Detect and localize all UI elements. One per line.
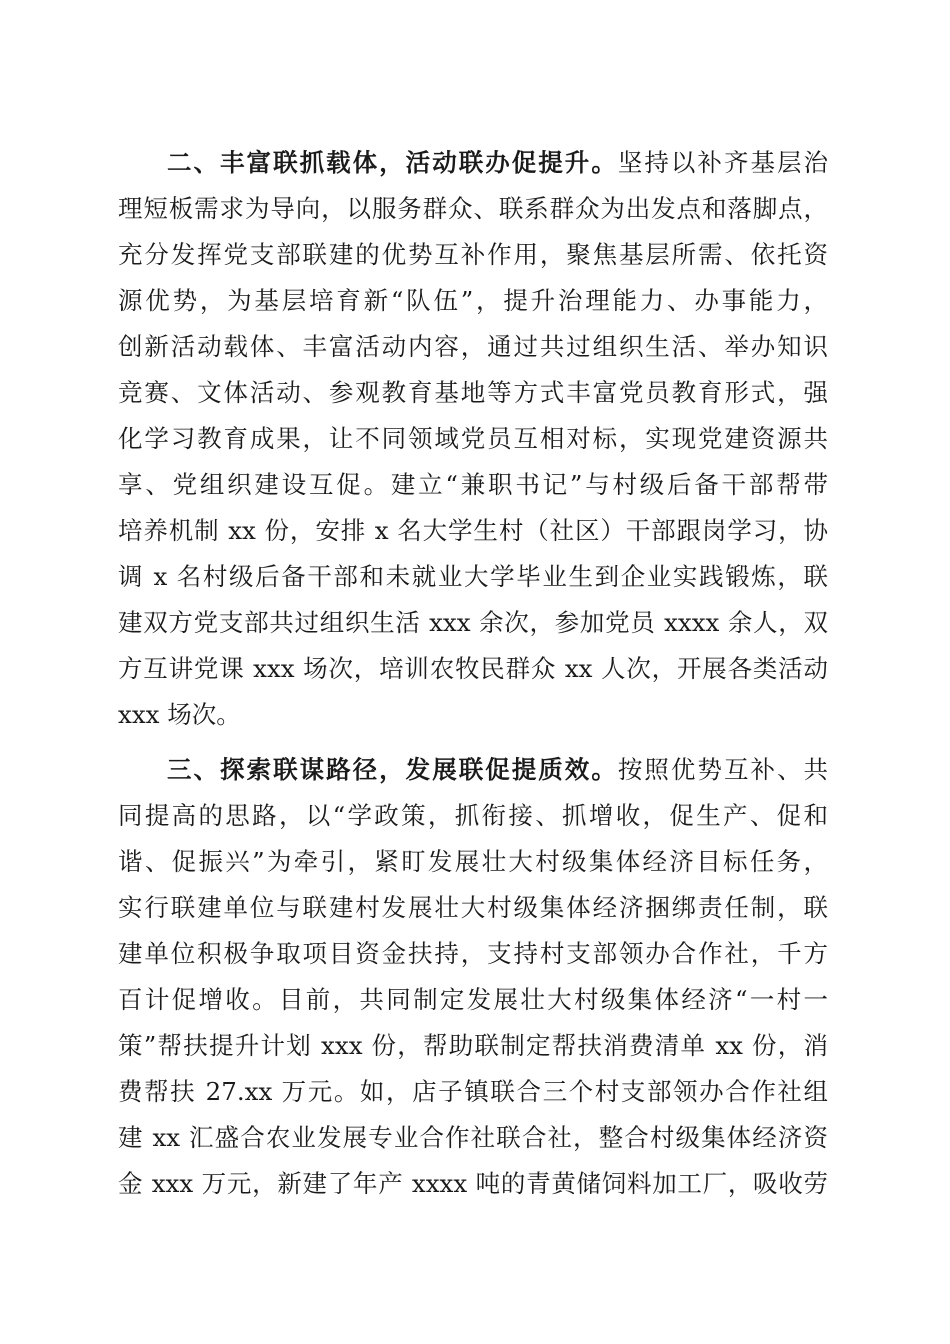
- paragraph-text: 按照优势互补、共: [617, 755, 829, 784]
- paragraph-line: 培养机制 xx 份，安排 x 名大学生村（社区）干部跟岗学习，协: [118, 516, 828, 545]
- paragraph-line: 金 xxx 万元，新建了年产 xxxx 吨的青黄储饲料加工厂，吸收劳: [118, 1169, 828, 1198]
- paragraph-line: 理短板需求为导向，以服务群众、联系群众为出发点和落脚点，: [118, 194, 828, 223]
- paragraph-line: 调 x 名村级后备干部和未就业大学毕业生到企业实践锻炼，联: [118, 562, 828, 591]
- paragraph-line: 策”帮扶提升计划 xxx 份，帮助联制定帮扶消费清单 xx 份，消: [118, 1031, 828, 1060]
- paragraph-line: 建 xx 汇盛合农业发展专业合作社联合社，整合村级集体经济资: [118, 1123, 828, 1152]
- paragraph-line: [118, 747, 828, 793]
- paragraph-line: xxx 场次。: [118, 700, 241, 729]
- paragraph-line: 费帮扶 27.xx 万元。如，店子镇联合三个村支部领办合作社组: [118, 1077, 828, 1106]
- paragraph-line: 源优势，为基层培育新“队伍”，提升治理能力、办事能力，: [118, 286, 828, 315]
- paragraph-text: 坚持以补齐基层治: [617, 148, 829, 177]
- paragraph-line: 实行联建单位与联建村发展壮大村级集体经济捆绑责任制，联: [118, 893, 828, 922]
- paragraph-line: 享、党组织建设互促。建立“兼职书记”与村级后备干部帮带: [118, 470, 828, 499]
- paragraph-line: 同提高的思路，以“学政策，抓衔接、抓增收，促生产、促和: [118, 801, 828, 830]
- paragraph-line: [118, 140, 828, 186]
- paragraph-line: 充分发挥党支部联建的优势互补作用，聚焦基层所需、依托资: [118, 240, 828, 269]
- paragraph-line: 建单位积极争取项目资金扶持，支持村支部领办合作社，千方: [118, 939, 828, 968]
- paragraph-line: 谐、促振兴”为牵引，紧盯发展壮大村级集体经济目标任务，: [118, 847, 828, 876]
- section-heading: 三、探索联谋路径，发展联促提质效。: [167, 755, 618, 784]
- paragraph-line: 方互讲党课 xxx 场次，培训农牧民群众 xx 人次，开展各类活动: [118, 654, 828, 683]
- document-body: [118, 140, 828, 1207]
- paragraph-line: 百计促增收。目前，共同制定发展壮大村级集体经济“一村一: [118, 985, 828, 1014]
- paragraph-line: 建双方党支部共过组织生活 xxx 余次，参加党员 xxxx 余人，双: [118, 608, 828, 637]
- paragraph-line: 竞赛、文体活动、参观教育基地等方式丰富党员教育形式，强: [118, 378, 828, 407]
- paragraph-line: 创新活动载体、丰富活动内容，通过共过组织生活、举办知识: [118, 332, 828, 361]
- paragraph-line: 化学习教育成果，让不同领域党员互相对标，实现党建资源共: [118, 424, 828, 453]
- section-heading: 二、丰富联抓载体，活动联办促提升。: [167, 148, 618, 177]
- paragraph-spacer: [118, 738, 828, 747]
